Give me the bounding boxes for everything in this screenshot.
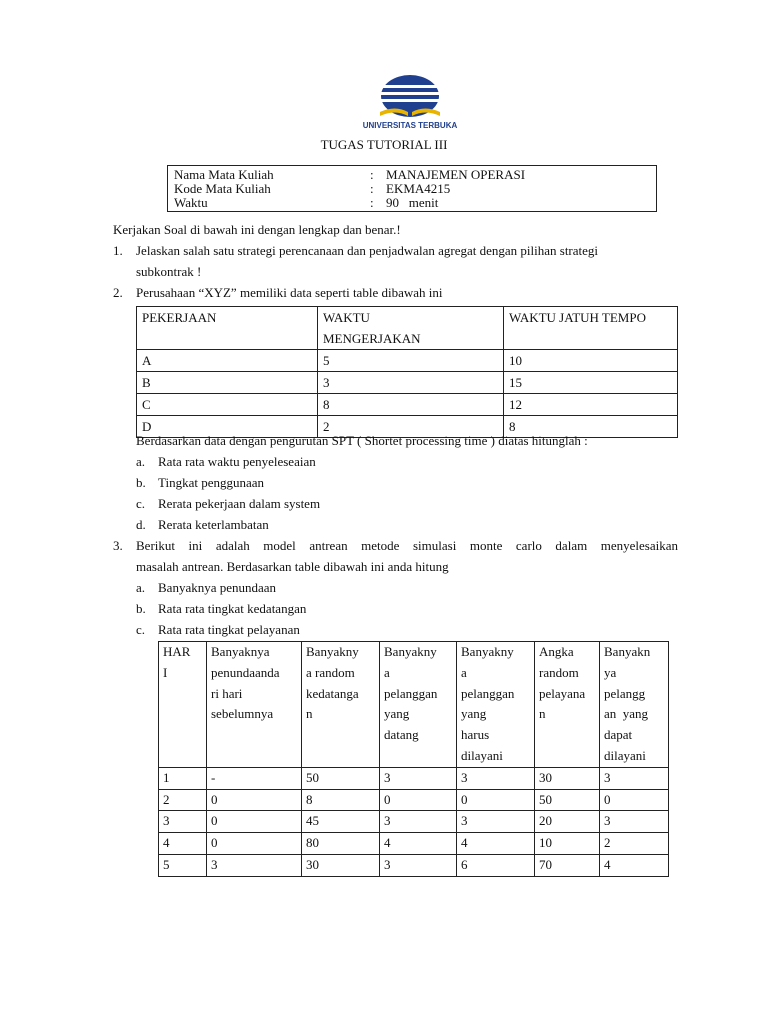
table-header-cell	[302, 642, 380, 768]
item-letter: c.	[136, 496, 146, 511]
header-line: harus	[461, 727, 490, 743]
table-cell: -	[207, 767, 302, 789]
table-cell: 3	[380, 811, 457, 833]
universitas-terbuka-logo	[350, 72, 500, 134]
header-line: pelayana	[539, 685, 586, 701]
header-line: Angka	[539, 644, 574, 659]
header-line: an yang	[604, 706, 649, 722]
table-header-cell	[600, 642, 669, 768]
table-cell: 50	[535, 789, 600, 811]
question-number: 2.	[113, 285, 123, 300]
info-separator: :	[370, 181, 374, 196]
table-cell: 10	[535, 833, 600, 855]
table-header-cell: WAKTU JATUH TEMPO	[504, 307, 678, 350]
table-cell: 6	[457, 854, 535, 876]
header-line: datang	[384, 727, 419, 743]
svg-text:UNIVERSITAS TERBUKA: UNIVERSITAS TERBUKA	[362, 121, 458, 130]
info-label: Waktu	[174, 195, 208, 210]
table-cell: 8	[504, 416, 678, 438]
table-header-cell	[457, 642, 535, 768]
question-1-line-2: subkontrak !	[136, 264, 202, 279]
table-cell: C	[137, 394, 318, 416]
table-cell: 8	[302, 789, 380, 811]
header-line: sebelumnya	[211, 706, 274, 722]
table-cell: 3	[380, 767, 457, 789]
table-cell: A	[137, 350, 318, 372]
table-cell: 1	[159, 767, 207, 789]
header-line: penundaanda	[211, 664, 280, 680]
table-cell: 0	[207, 789, 302, 811]
header-line: a random	[306, 664, 355, 680]
header-line: dilayani	[604, 747, 646, 763]
header-line: random	[539, 664, 579, 680]
info-separator: :	[370, 167, 374, 182]
table-cell: 30	[302, 854, 380, 876]
table-cell: 80	[302, 833, 380, 855]
table-cell: 0	[207, 833, 302, 855]
table-cell: 2	[318, 416, 504, 438]
table-cell: 4	[600, 854, 669, 876]
item-letter: a.	[136, 580, 146, 595]
table-row	[159, 789, 669, 811]
header-line: dilayani	[461, 747, 503, 763]
info-separator: :	[370, 195, 374, 210]
item-text: Rata rata tingkat pelayanan	[158, 622, 300, 637]
question-number: 3.	[113, 538, 123, 553]
header-line: ri hari	[211, 685, 243, 701]
question-number: 1.	[113, 243, 123, 258]
info-label: Nama Mata Kuliah	[174, 167, 274, 182]
item-text: Rerata pekerjaan dalam system	[158, 496, 321, 511]
table-row	[159, 854, 669, 876]
item-letter: d.	[136, 517, 146, 532]
info-value: EKMA4215	[386, 181, 451, 196]
table-header-cell	[159, 642, 207, 768]
info-label: Kode Mata Kuliah	[174, 181, 271, 196]
table-cell: 5	[318, 350, 504, 372]
table-cell: 70	[535, 854, 600, 876]
table-row	[137, 372, 678, 394]
table-cell: 2	[600, 833, 669, 855]
table-cell: 30	[535, 767, 600, 789]
info-value: 90 menit	[386, 195, 439, 210]
item-letter: c.	[136, 622, 146, 637]
header-line: a	[461, 664, 467, 680]
table-cell: 0	[380, 789, 457, 811]
table-cell: 20	[535, 811, 600, 833]
queue-simulation-table	[158, 641, 669, 877]
table-cell: 4	[457, 833, 535, 855]
document-title: TUGAS TUTORIAL III	[320, 137, 448, 152]
header-line: Banyakny	[306, 644, 359, 659]
table-cell: 3	[457, 811, 535, 833]
table-row	[137, 350, 678, 372]
item-letter: b.	[136, 475, 146, 490]
header-line: n	[306, 706, 313, 722]
table-header-row	[159, 642, 669, 768]
question-3-line-2: masalah antrean. Berdasarkan table dibawah ini anda hitung	[136, 559, 449, 574]
header-line: pelanggan	[384, 685, 438, 701]
table-cell: D	[137, 416, 318, 438]
table-cell: 8	[318, 394, 504, 416]
header-line: Banyaknya	[211, 644, 270, 659]
header-line: kedatanga	[306, 685, 359, 701]
table-cell: 5	[159, 854, 207, 876]
table-row	[159, 767, 669, 789]
info-row	[174, 196, 656, 210]
item-text: Rata rata tingkat kedatangan	[158, 601, 307, 616]
table-cell: 0	[600, 789, 669, 811]
table-cell: 3	[207, 854, 302, 876]
job-table	[136, 306, 678, 438]
header-line: dapat	[604, 727, 633, 743]
table-cell: 3	[318, 372, 504, 394]
table-cell: 50	[302, 767, 380, 789]
logo-emblem-icon	[350, 72, 500, 134]
course-info-box	[167, 165, 657, 212]
table-cell: 10	[504, 350, 678, 372]
question-1-line-1: Jelaskan salah satu strategi perencanaan dan penjadwalan agregat dengan pilihan strategi	[136, 243, 599, 258]
header-line: yang	[461, 706, 487, 722]
header-line: WAKTU	[323, 310, 370, 325]
table-cell: 3	[600, 767, 669, 789]
question-3-line-1: Berikut ini adalah model antrean metode simulasi monte carlo dalam menyelesaikan	[136, 538, 678, 553]
table-cell: B	[137, 372, 318, 394]
table-header-cell	[207, 642, 302, 768]
item-text: Rerata keterlambatan	[158, 517, 269, 532]
table-cell: 15	[504, 372, 678, 394]
header-line: MENGERJAKAN	[323, 331, 421, 346]
table-header-cell	[318, 307, 504, 350]
table-cell: 0	[457, 789, 535, 811]
header-line: HAR	[163, 644, 191, 659]
info-value: MANAJEMEN OPERASI	[386, 167, 526, 182]
table-header-cell	[380, 642, 457, 768]
table-cell: 0	[207, 811, 302, 833]
table-row	[159, 811, 669, 833]
header-line: Banyakny	[384, 644, 437, 659]
table-cell: 4	[380, 833, 457, 855]
question-2-instruction: Berdasarkan data dengan pengurutan SPT ( Shortet processing time ) diatas hitunglah :	[136, 433, 588, 448]
header-line: pelangg	[604, 685, 646, 701]
item-letter: b.	[136, 601, 146, 616]
table-cell: 3	[600, 811, 669, 833]
header-line: n	[539, 706, 546, 722]
table-row	[137, 394, 678, 416]
table-cell: 3	[457, 767, 535, 789]
item-text: Rata rata waktu penyeleseaian	[158, 454, 316, 469]
table-cell: 3	[380, 854, 457, 876]
header-line: Banyakny	[461, 644, 514, 659]
table-cell: 12	[504, 394, 678, 416]
table-header-row	[137, 307, 678, 350]
header-line: pelanggan	[461, 685, 515, 701]
header-line: yang	[384, 706, 410, 722]
header-line: Banyakn	[604, 644, 651, 659]
question-2-intro: Perusahaan “XYZ” memiliki data seperti table dibawah ini	[136, 285, 443, 300]
table-row	[159, 833, 669, 855]
table-cell: 3	[159, 811, 207, 833]
table-cell: 45	[302, 811, 380, 833]
item-text: Banyaknya penundaan	[158, 580, 277, 595]
instruction-text: Kerjakan Soal di bawah ini dengan lengkap dan benar.!	[113, 222, 401, 237]
header-line: a	[384, 664, 390, 680]
header-line: I	[163, 664, 168, 680]
header-line: ya	[604, 664, 617, 680]
table-header-cell: PEKERJAAN	[137, 307, 318, 350]
item-text: Tingkat penggunaan	[158, 475, 265, 490]
info-row	[174, 182, 656, 196]
table-cell: 2	[159, 789, 207, 811]
item-letter: a.	[136, 454, 146, 469]
info-row	[174, 168, 656, 182]
table-header-cell	[535, 642, 600, 768]
table-cell: 4	[159, 833, 207, 855]
